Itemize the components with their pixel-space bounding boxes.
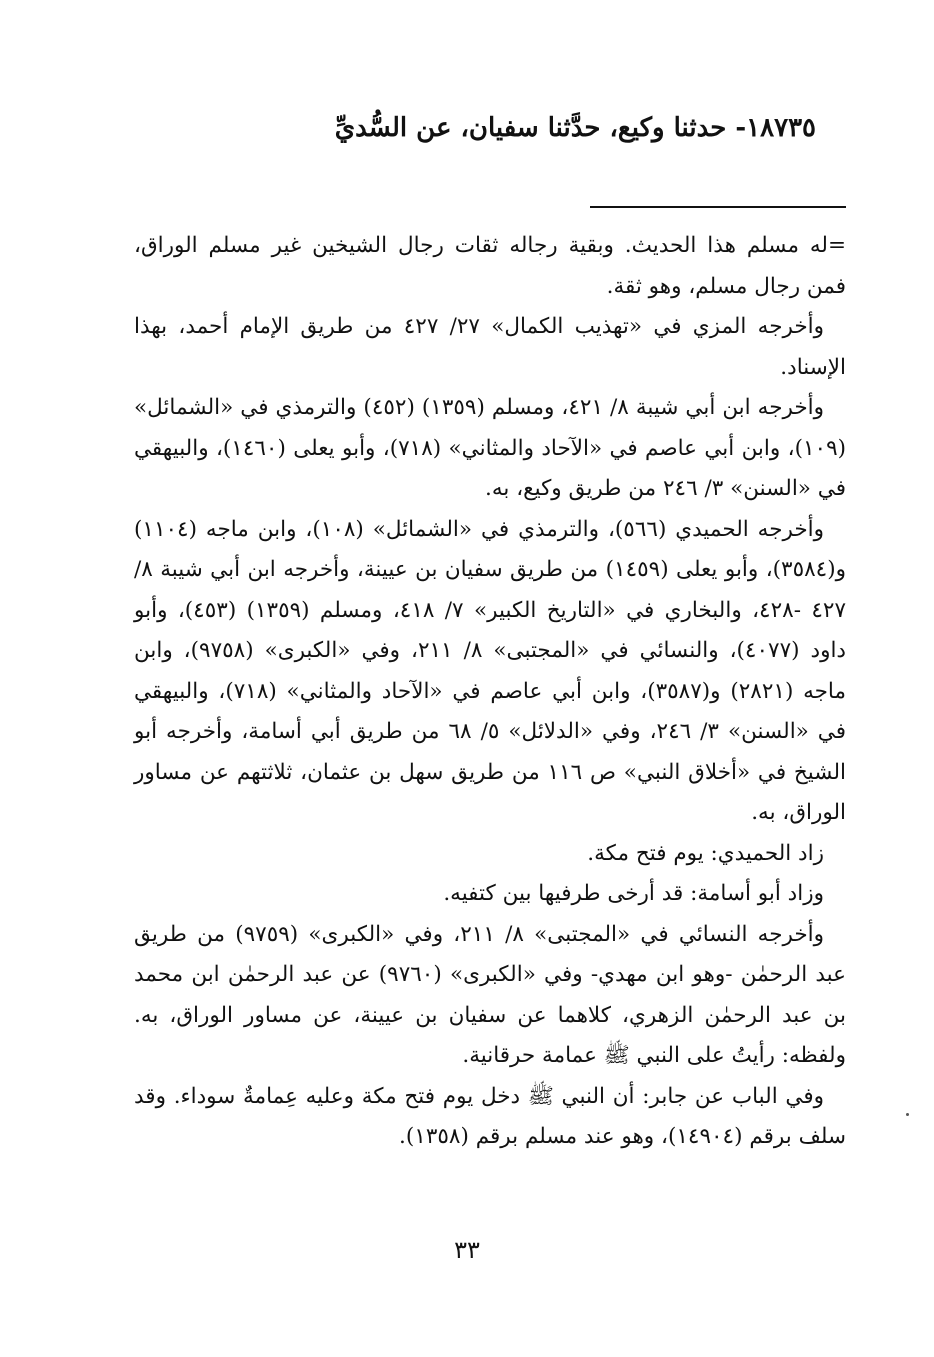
hadith-heading: ١٨٧٣٥- حدثنا وكيع، حدَّثنا سفيان، عن السُّديِّ [334, 113, 816, 143]
footnote-paragraph-7: وأخرجه النسائي في «المجتبى» ٨/ ٢١١، وفي «الكبرى» (٩٧٥٩) من طريق عبد الرحمٰن -وهو ابن مهدي- وفي «الكبرى» (٩٧٦٠) عن عبد الرحمٰن ابن محمد بن عبد الرحمٰن الزهري، كلاهما عن سفيان بن عيينة، عن مساور الوراق، به. ولفظه: رأيتُ على النبي ﷺ عمامة حرقانية. [134, 921, 846, 1068]
footnote-paragraph-4: وأخرجه الحميدي (٥٦٦)، والترمذي في «الشمائل» (١٠٨)، وابن ماجه (١١٠٤) و(٣٥٨٤)، وأبو يعلى (١٤٥٩) من طريق سفيان بن عيينة، وأخرجه ابن أبي شيبة ٨/ ٤٢٧ -٤٢٨، والبخاري في «التاريخ الكبير» ٧/ ٤١٨، ومسلم (١٣٥٩) (٤٥٣)، وأبو داود (٤٠٧٧)، والنسائي في «المجتبى» ٨/ ٢١١، وفي «الكبرى» (٩٧٥٨)، وابن ماجه (٢٨٢١) و(٣٥٨٧)، وابن أبي عاصم في «الآحاد والمثاني» (٧١٨)، والبيهقي في «السنن» ٣/ ٢٤٦، وفي «الدلائل» ٥/ ٦٨ من طريق أبي أسامة، وأخرجه أبو الشيخ في «أخلاق النبي» ص ١١٦ من طريق سهل بن عثمان، ثلاثتهم عن مساور الوراق، به. [134, 516, 847, 825]
footnote-paragraph-1 [134, 226, 846, 307]
page-number: ٣٣ [454, 1236, 480, 1264]
footnote-continuation-mark: = [827, 233, 846, 258]
footnotes-block [134, 226, 846, 1158]
footnote-paragraph-5: زاد الحميدي: يوم فتح مكة. [587, 840, 824, 866]
footnote-separator-rule [590, 206, 846, 208]
footnote-paragraph-2: وأخرجه المزي في «تهذيب الكمال» ٢٧/ ٤٢٧ من طريق الإمام أحمد، بهذا الإسناد. [134, 314, 846, 380]
footnote-paragraph-8: وفي الباب عن جابر: أن النبي ﷺ دخل يوم فتح مكة وعليه عِمامةٌ سوداء. وقد سلف برقم (١٤٩٠٤)، وهو عند مسلم برقم (١٣٥٨). [134, 1083, 846, 1149]
footnote-paragraph-1-text: له مسلم هذا الحديث. وبقية رجاله ثقات رجال الشيخين غير مسلم الوراق، فمن رجال مسلم، وهو ثقة. [134, 233, 846, 299]
scan-speck-decoration [906, 1113, 909, 1116]
footnote-paragraph-3: وأخرجه ابن أبي شيبة ٨/ ٤٢١، ومسلم (١٣٥٩) (٤٥٢) والترمذي في «الشمائل» (١٠٩)، وابن أبي عاصم في «الآحاد والمثاني» (٧١٨)، وأبو يعلى (١٤٦٠)، والبيهقي في «السنن» ٣/ ٢٤٦ من طريق وكيع، به. [134, 395, 847, 501]
footnote-paragraph-6: وزاد أبو أسامة: قد أرخى طرفيها بين كتفيه. [443, 881, 824, 906]
